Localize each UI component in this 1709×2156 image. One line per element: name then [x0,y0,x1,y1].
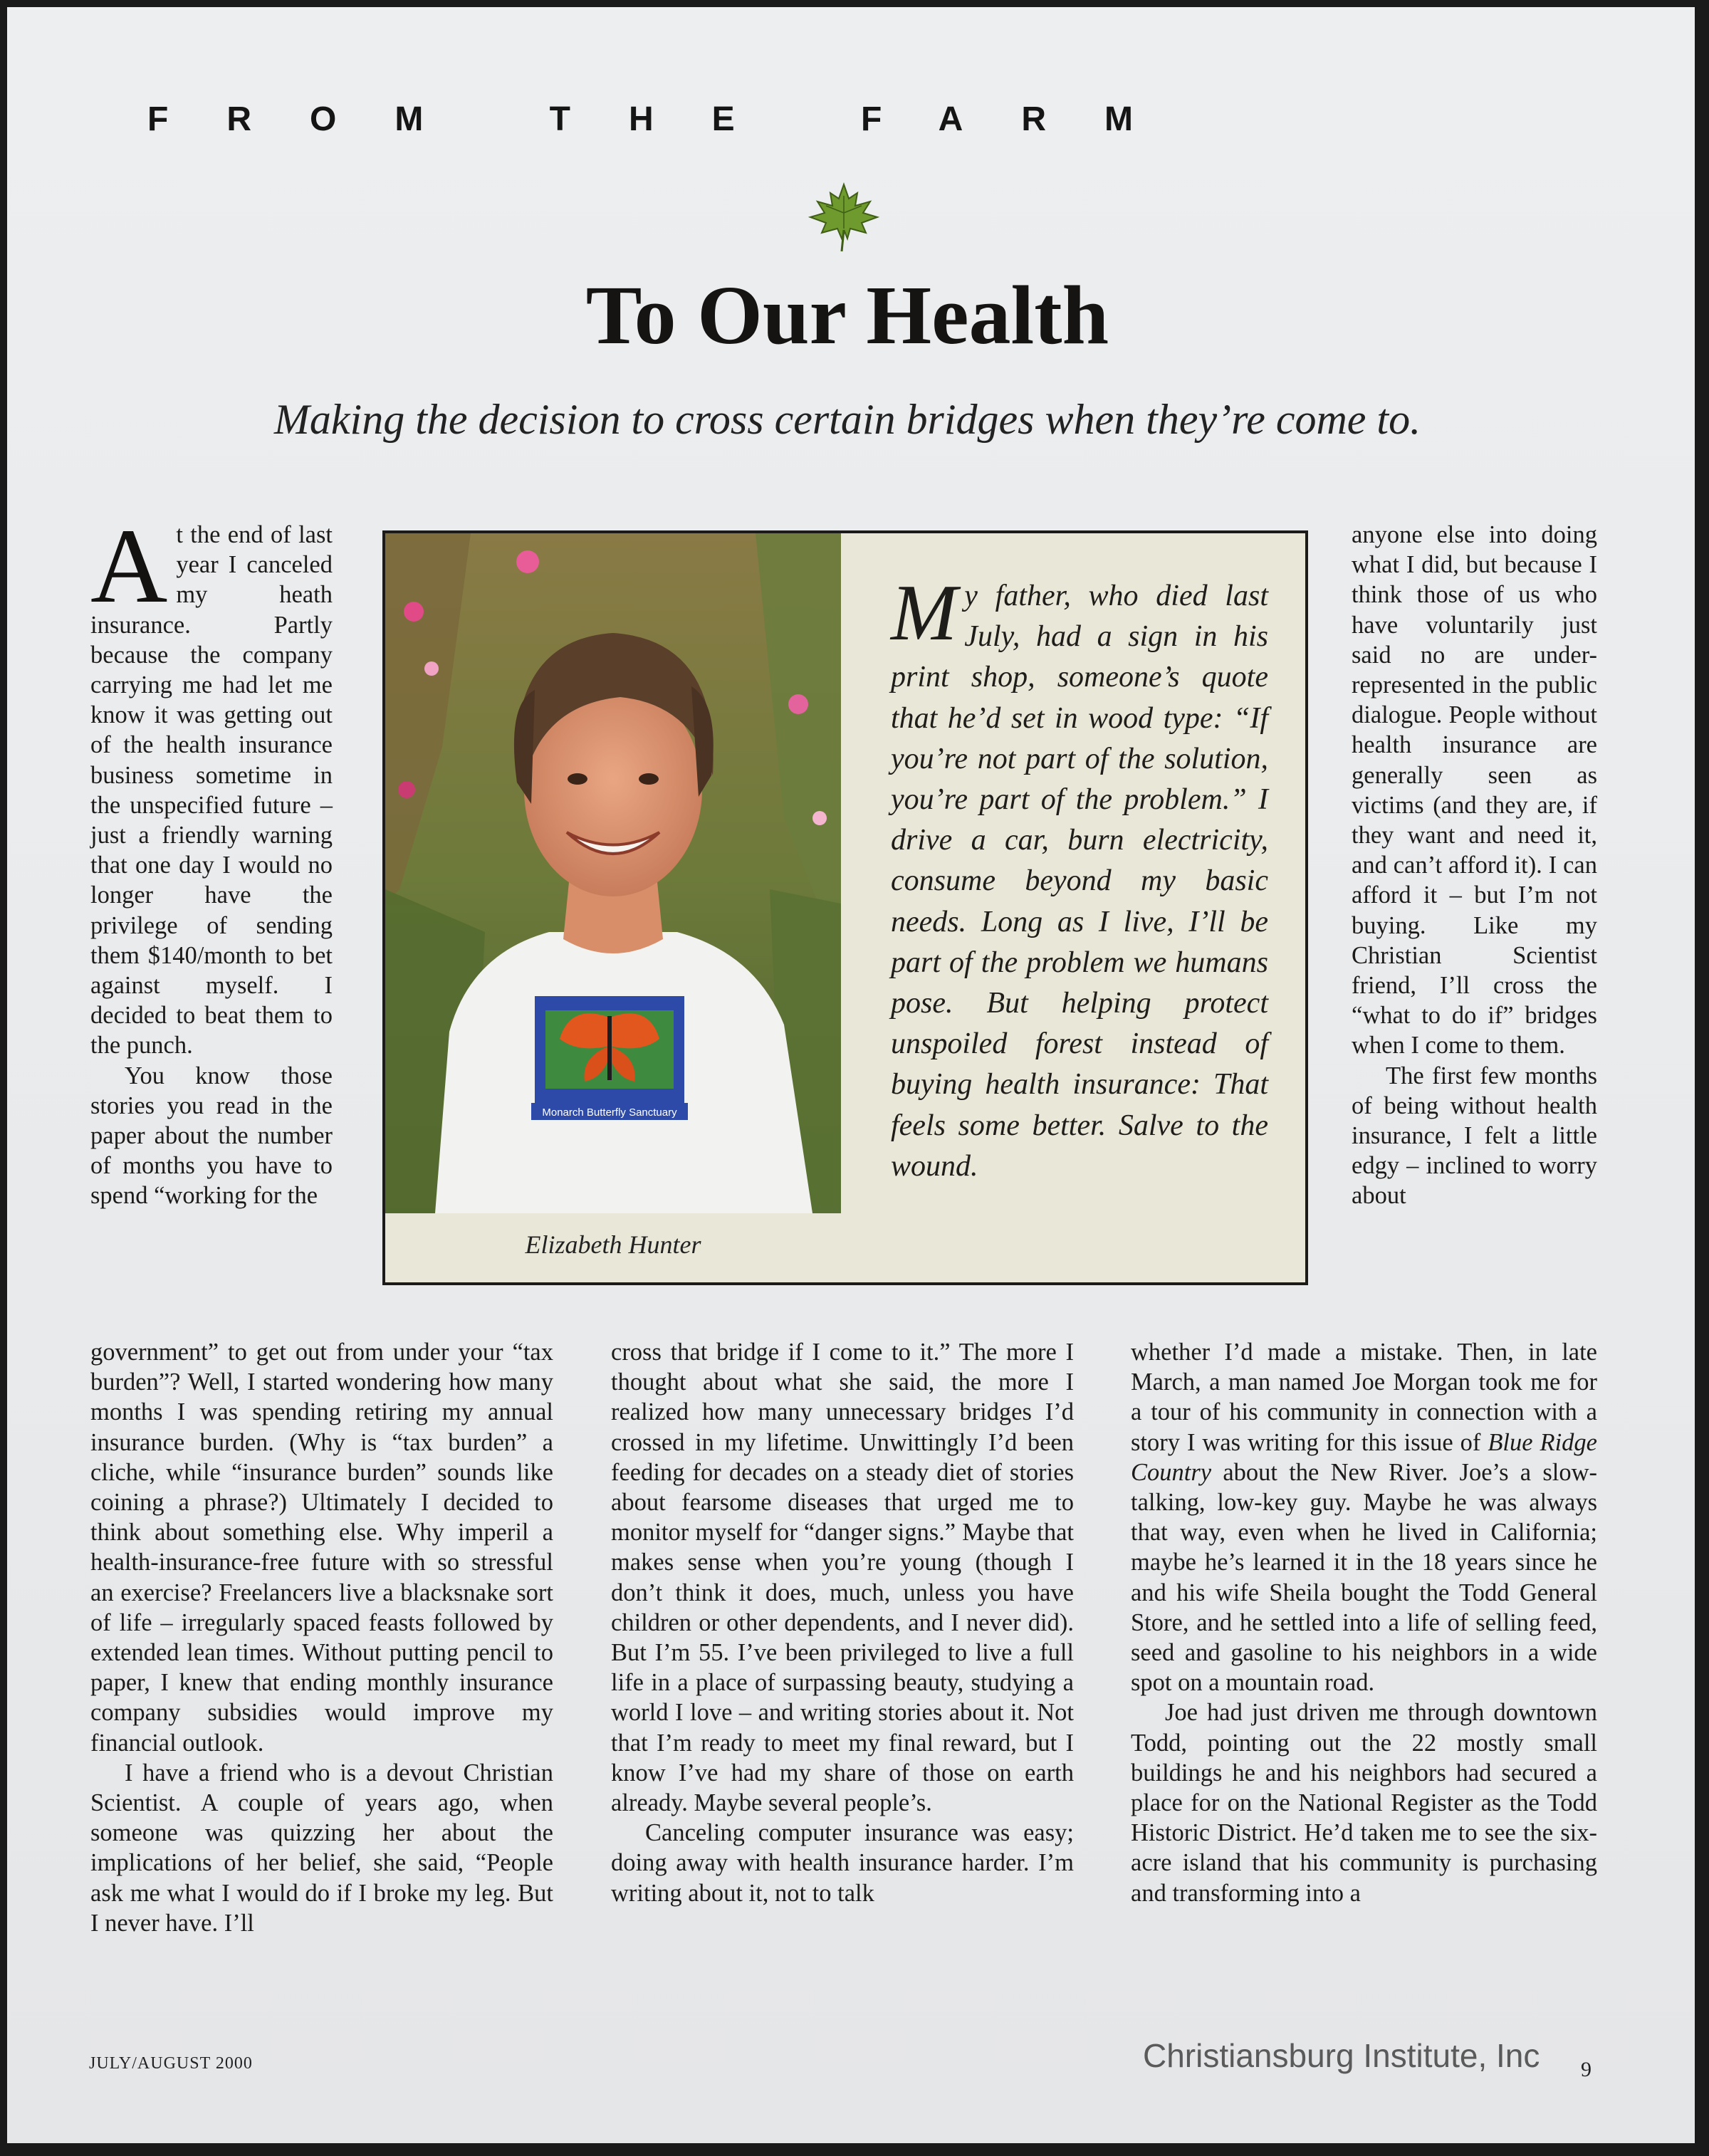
pull-quote-text: y father, who died last July, had a sign in his print shop, someone’s quote that he’d set in wood type: “If you’re not part of the solution, you’re part of the problem.” I drive a car, burn electricity, consume beyond my basic needs. Long as I live, I’ll be part of the problem we humans pose. But helping protect unspoiled forest instead of buying health insurance: That feels some better. Salve to the wound. [891,580,1268,1183]
column-2 [611,1337,1074,1908]
paragraph: whether I’d made a mistake. Then, in late March, a man named Joe Morgan took me for a tour of his community in connection with a story I was writing for this issue of Blue Ridge Country about the New River. Joe’s a slow-talking, low-key guy. Maybe he was always that way, even when he lived in California; maybe he’s learned it in the 18 years since he and his wife Sheila bought the Todd General Store, and he settled into a life of selling feed, seed and gasoline to his neighbors in a wide spot on a mountain road. [1131,1339,1597,1697]
magazine-page [7,7,1695,2143]
article-subtitle: Making the decision to cross certain bridges when they’re come to. [273,396,1421,443]
paragraph: You know those stories you read in the paper about the number of months you have to spend “working for the [90,1062,333,1210]
portrait-photo [385,533,841,1213]
column-3-upper [1352,520,1597,1211]
paragraph: I have a friend who is a devout Christian Scientist. A couple of years ago, when someone was quizzing her about the implications of her belief, she said, “People ask me what I would do if I broke my leg. But I never have. I’ll [90,1759,553,1937]
photo-caption: Elizabeth Hunter [525,1230,701,1259]
column-1-upper [90,507,333,1211]
paragraph: Joe had just driven me through downtown Todd, pointing out the 22 mostly small buildings he and his neighbors had secured a place for on the National Register as the Todd Historic District. He’d taken me to see the six-acre island that his community is purchasing and transforming into a [1131,1699,1597,1907]
article-title: To Our Health [585,268,1109,362]
quote-drop-cap: M [891,569,958,657]
issue-date: JULY/AUGUST 2000 [89,2054,253,2073]
paragraph: anyone else into doing what I did, but because I think those of us who have voluntarily just said no are under-represented in the public dialogue. People without health insurance are generally seen as victims (and they are, if they want and need it, and can’t afford it). I can afford it – but I’m not buying. Like my Christian Scientist friend, I’ll cross the “what to do if” bridges when I come to them. [1352,521,1597,1059]
paragraph: cross that bridge if I come to it.” The more I thought about what she said, the more I realized how many unnecessary bridges I’d crossed in my lifetime. Unwittingly I’d been feeding for decades on a steady diet of stories about fearsome diseases that urged me to monitor myself for “danger signs.” Maybe that makes sense when you’re young (though I don’t think it does, much, unless you have children or other dependents, and I never did). But I’m 55. I’ve been privileged to live a full life in a place of surpassing beauty, studying a world I love – and writing stories about it. Not that I’m ready to meet my final reward, but I know I’ve had my share of those on earth already. Maybe several people’s. [611,1339,1074,1817]
shirt-text: Monarch Butterfly Sanctuary [542,1106,677,1119]
paragraph: Canceling computer insurance was easy; doing away with health insurance harder. I’m writing about it, not to talk [611,1819,1074,1907]
column-3-lower [1131,1337,1597,1908]
watermark: Christiansburg Institute, Inc [1143,2037,1540,2074]
photo-quote-box [382,530,1308,1285]
drop-cap: A [90,507,168,625]
column-1-lower [90,1337,553,1938]
paragraph [90,507,333,1061]
paragraph-text: t the end of last year I canceled my heath insurance. Partly because the company carrying me had let me know it was getting out of the health insurance business sometime in the unspecified future – just a friendly warning that one day I would no longer have the privilege of sending them $140/month to bet against myself. I decided to beat them to the punch. [90,521,333,1059]
magazine-name: Blue Ridge Country [1131,1428,1597,1486]
pull-quote [891,569,1268,1187]
section-label: FROM THE FARM [147,100,1191,138]
paragraph: The first few months of being without health insurance, I felt a little edgy – inclined to worry about [1352,1062,1597,1210]
paragraph: government” to get out from under your “tax burden”? Well, I started wondering how many months I was spending retiring my annual insurance burden. (Why is “tax burden” a cliche, while “insurance burden” sounds like coining a phrase?) Ultimately I decided to think about something else. Why imperil a health-insurance-free future with so stressful an exercise? Freelancers live a blacksnake sort of life – irregularly spaced feasts followed by extended lean times. Without putting pencil to paper, I knew that ending monthly insurance company subsidies would improve my financial outlook. [90,1339,553,1757]
page-number: 9 [1581,2058,1592,2081]
maple-leaf-icon [805,182,883,253]
